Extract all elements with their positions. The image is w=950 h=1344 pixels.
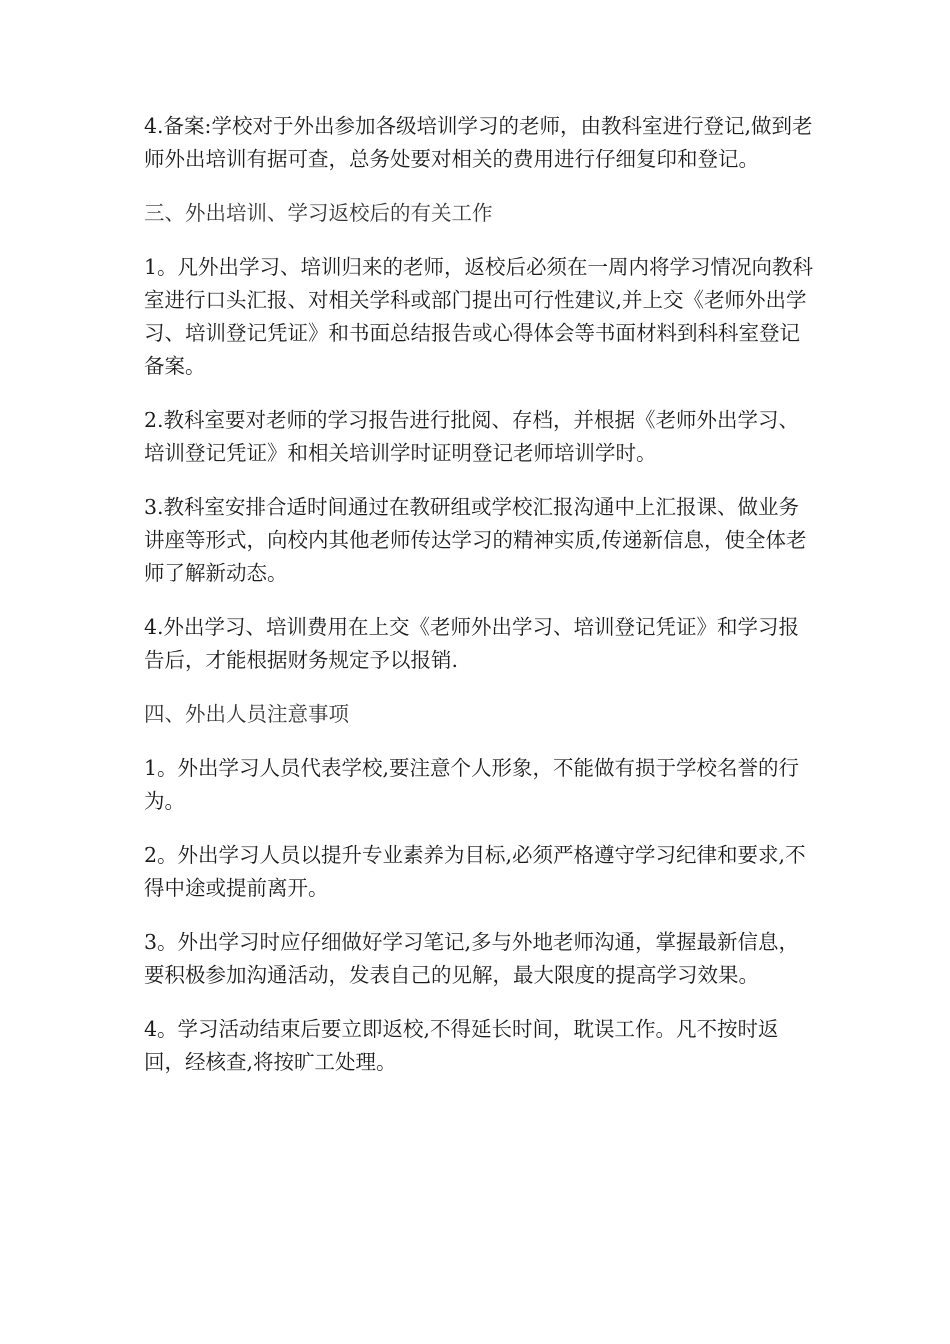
paragraph-report-back: 1。凡外出学习、培训归来的老师，返校后必须在一周内将学习情况向教科室进行口头汇报、对相关学科或部门提出可行性建议,并上交《老师外出学习、培训登记凭证》和书面总结报告或心得体会等书面材料到科科室登记备案。 bbox=[144, 255, 814, 378]
paragraph-share-learning: 3.教科室安排合适时间通过在教研组或学校汇报沟通中上汇报课、做业务讲座等形式，向校内其他老师传达学习的精神实质,传递新信息，使全体老师了解新动态。 bbox=[144, 495, 807, 585]
document-body bbox=[144, 110, 814, 1100]
paragraph-filing: 4.备案:学校对于外出参加各级培训学习的老师，由教科室进行登记,做到老师外出培训有据可查，总务处要对相关的费用进行仔细复印和登记。 bbox=[144, 114, 813, 171]
paragraph-reimbursement: 4.外出学习、培训费用在上交《老师外出学习、培训登记凭证》和学习报告后，才能根据财务规定予以报销. bbox=[144, 615, 800, 672]
paragraph-review-reports: 2.教科室要对老师的学习报告进行批阅、存档，并根据《老师外出学习、培训登记凭证》和相关培训学时证明登记老师培训学时。 bbox=[144, 408, 800, 465]
section-heading-after-training: 三、外出培训、学习返校后的有关工作 bbox=[144, 201, 493, 225]
paragraph-return-promptly: 4。学习活动结束后要立即返校,不得延长时间，耽误工作。凡不按时返回，经核查,将按旷工处理。 bbox=[144, 1017, 779, 1074]
paragraph-discipline: 2。外出学习人员以提升专业素养为目标,必须严格遵守学习纪律和要求,不得中途或提前离开。 bbox=[144, 843, 806, 900]
paragraph-study-notes: 3。外出学习时应仔细做好学习笔记,多与外地老师沟通，掌握最新信息，要积极参加沟通活动，发表自己的见解，最大限度的提高学习效果。 bbox=[144, 930, 800, 987]
section-heading-precautions: 四、外出人员注意事项 bbox=[144, 702, 349, 726]
paragraph-school-image: 1。外出学习人员代表学校,要注意个人形象，不能做有损于学校名誉的行为。 bbox=[144, 756, 800, 813]
